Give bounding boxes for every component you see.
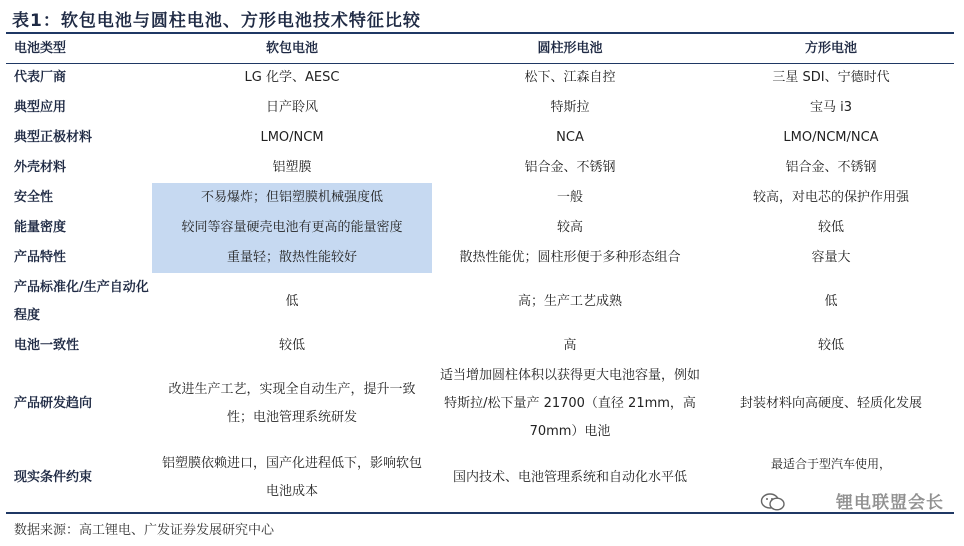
- cell-cyl: NCA: [556, 130, 584, 145]
- table-row: [6, 93, 954, 123]
- cell-pri: LMO/NCM/NCA: [783, 130, 879, 145]
- cell-pri: 封装材料向高硬度、轻质化发展: [739, 396, 922, 411]
- cell-pri: 较低: [817, 220, 844, 235]
- header-type: 电池类型: [14, 40, 67, 56]
- table-row: [6, 447, 954, 509]
- header-prismatic: 方形电池: [804, 40, 857, 56]
- cell-soft: 日产聆风: [265, 100, 318, 115]
- comparison-table: [6, 34, 954, 509]
- table-row: [6, 243, 954, 273]
- cell-soft: LMO/NCM: [260, 130, 324, 145]
- table-row: [6, 183, 954, 213]
- table-row: [6, 331, 954, 361]
- cell-cyl: 较高: [556, 220, 583, 235]
- table-row: [6, 153, 954, 183]
- data-source: 数据来源：高工锂电、广发证券发展研究中心: [14, 523, 275, 538]
- cell-soft-highlight: 不易爆炸；但铝塑膜机械强度低: [152, 183, 432, 213]
- cell-pri: 铝合金、不锈钢: [785, 160, 877, 175]
- cell-pri: 最适合于型汽车使用，: [770, 457, 891, 471]
- cell-cyl: 高；生产工艺成熟: [517, 294, 622, 309]
- cell-cyl: 铝合金、不锈钢: [524, 160, 616, 175]
- header-cylindrical: 圆柱形电池: [537, 40, 603, 56]
- cell-pri: 宝马 i3: [809, 100, 852, 115]
- table-row: [6, 63, 954, 93]
- row-label: 电池一致性: [14, 338, 80, 353]
- cell-cyl: 高: [563, 338, 577, 353]
- cell-pri: 较高，对电芯的保护作用强: [752, 190, 909, 205]
- cell-cyl: 国内技术、电池管理系统和自动化水平低: [452, 470, 687, 485]
- row-label: 典型应用: [14, 100, 67, 115]
- row-label: 代表厂商: [14, 70, 67, 85]
- table-row: [6, 361, 954, 447]
- table-row: [6, 213, 954, 243]
- cell-soft: 铝塑膜依赖进口，国产化进程低下，影响软包电池成本: [162, 456, 423, 499]
- row-label: 能量密度: [14, 220, 67, 235]
- table-row: [6, 123, 954, 153]
- cell-cyl: 散热性能优；圆柱形便于多种形态组合: [459, 250, 681, 265]
- cell-cyl: 特斯拉: [550, 100, 590, 115]
- cell-cyl: 适当增加圆柱体积以获得更大电池容量，例如特斯拉/松下量产 21700（直径 21mm，高 70mm）电池: [440, 368, 701, 439]
- row-label: 现实条件约束: [14, 470, 93, 485]
- cell-soft: 较低: [278, 338, 305, 353]
- cell-soft: 低: [285, 294, 299, 309]
- row-label: 外壳材料: [14, 160, 67, 175]
- row-label: 产品特性: [14, 250, 67, 265]
- cell-cyl: 一般: [556, 190, 583, 205]
- header-row: [6, 34, 954, 63]
- table-row: [6, 273, 954, 331]
- cell-cyl: 松下、江森自控: [524, 70, 616, 85]
- cell-pri: 低: [824, 294, 838, 309]
- table-title: 表1：软包电池与圆柱电池、方形电池技术特征比较: [12, 11, 421, 31]
- wechat-icon: [760, 492, 786, 512]
- cell-soft: 铝塑膜: [272, 160, 312, 175]
- header-soft-pack: 软包电池: [265, 40, 318, 56]
- cell-soft-highlight: 重量轻；散热性能较好: [152, 243, 432, 273]
- watermark-text: 锂电联盟会长: [836, 493, 944, 513]
- cell-pri: 容量大: [811, 250, 851, 265]
- cell-soft-highlight: 较同等容量硬壳电池有更高的能量密度: [152, 213, 432, 243]
- row-label: 产品标准化/生产自动化程度: [14, 280, 149, 323]
- row-label: 产品研发趋向: [14, 396, 93, 411]
- cell-soft: 改进生产工艺，实现全自动生产，提升一致性；电池管理系统研发: [168, 382, 416, 425]
- cell-pri: 三星 SDI、宁德时代: [772, 70, 890, 85]
- row-label: 典型正极材料: [14, 130, 93, 145]
- cell-soft: LG 化学、AESC: [244, 70, 340, 85]
- cell-pri: 较低: [817, 338, 844, 353]
- row-label: 安全性: [14, 190, 54, 205]
- bottom-rule: [6, 512, 954, 514]
